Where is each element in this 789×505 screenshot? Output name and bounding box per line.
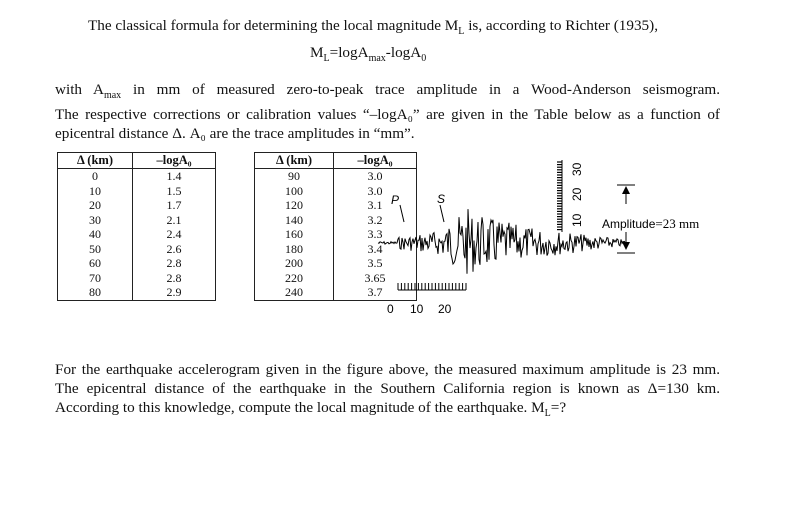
question-paragraph [55, 360, 720, 423]
header-distance-2: Δ (km) [255, 153, 334, 169]
table-cell: 50 [58, 242, 133, 257]
table-cell: 3.0 [334, 169, 417, 184]
table-cell: 3.4 [334, 242, 417, 257]
table-cell: 3.3 [334, 227, 417, 242]
table-cell: 3.1 [334, 198, 417, 213]
header-distance-1: Δ (km) [58, 153, 133, 169]
scale-tick-20: 20 [570, 187, 584, 201]
question-line-3: According to this knowledge, compute the local magnitude of the earthquake. $M_L=$? [55, 399, 567, 420]
time-scale-bar [398, 283, 466, 290]
table-cell: 140 [255, 213, 334, 228]
question-line-2: The epicentral distance of the earthquake in the Southern California region is known as Δ=130 km. [55, 380, 720, 397]
table-cell: 100 [255, 184, 334, 199]
p-wave-label: P [391, 193, 400, 207]
table-cell: 2.6 [133, 242, 216, 257]
table-cell: 3.5 [334, 256, 417, 271]
time-tick-10: 10 [410, 302, 424, 316]
definition-line-3: epicentral distance Δ. A₀ are the trace amplitudes in “mm”. [55, 125, 415, 143]
table-cell: 2.1 [133, 213, 216, 228]
richter-formula: $M_L=\log A_{max}-\log A_0$ [310, 44, 427, 65]
intro-sentence: The classical formula for determining the local magnitude $M_L$ is, according to Richter (1935), [88, 17, 658, 38]
table-cell: 1.4 [133, 169, 216, 184]
table-cell: 2.8 [133, 271, 216, 286]
amplitude-label: Amplitude=23 mm [602, 216, 700, 231]
table-cell: 220 [255, 271, 334, 286]
table-cell: 240 [255, 285, 334, 300]
table-cell: 3.0 [334, 184, 417, 199]
table-cell: 0 [58, 169, 133, 184]
table-cell: 60 [58, 256, 133, 271]
table-cell: 2.8 [133, 256, 216, 271]
scale-tick-10: 10 [570, 213, 584, 227]
table-cell: 120 [255, 198, 334, 213]
table-cell: 30 [58, 213, 133, 228]
header-loga0-1: –logA₀ [133, 153, 216, 169]
table-cell: 20 [58, 198, 133, 213]
table-cell: 3.2 [334, 213, 417, 228]
time-tick-20: 20 [438, 302, 452, 316]
seismogram-trace [378, 209, 625, 274]
p-pointer [400, 205, 404, 222]
table-cell: 10 [58, 184, 133, 199]
table-cell: 160 [255, 227, 334, 242]
amplitude-scale-bar [557, 160, 562, 232]
table-cell: 1.5 [133, 184, 216, 199]
table-cell: 180 [255, 242, 334, 257]
time-tick-0: 0 [387, 302, 394, 316]
scale-tick-30: 30 [570, 162, 584, 176]
table-cell: 80 [58, 285, 133, 300]
table-cell: 3.65 [334, 271, 417, 286]
table-cell: 70 [58, 271, 133, 286]
table-cell: 3.7 [334, 285, 417, 300]
definition-line-1: with $A_{max}$ in mm of measured zero-to-peak trace amplitude in a Wood-Anderson seismogram. [55, 81, 720, 102]
question-line-1: For the earthquake accelerogram given in the figure above, the measured maximum amplitude is 23 mm. [55, 361, 720, 378]
s-wave-label: S [437, 192, 446, 206]
header-loga0-2: –logA₀ [334, 153, 417, 169]
table-cell: 90 [255, 169, 334, 184]
table-cell: 2.4 [133, 227, 216, 242]
table-cell: 200 [255, 256, 334, 271]
s-pointer [440, 205, 444, 222]
table-cell: 1.7 [133, 198, 216, 213]
table-cell: 40 [58, 227, 133, 242]
definition-line-2: The respective corrections or calibration values “–logA₀” are given in the Table below as a function of [55, 106, 720, 124]
table-cell: 2.9 [133, 285, 216, 300]
